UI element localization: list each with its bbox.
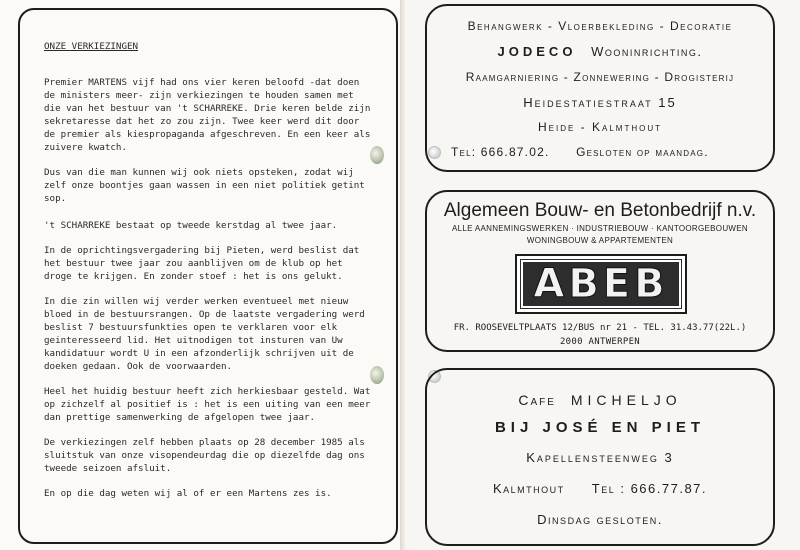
article-paragraph: Heel het huidig bestuur heeft zich herkiesbaar gesteld. Wat op zichzelf al positief is : het is een uiting van een meer dan prettige samenwerking de afgelopen twee jaar. (44, 386, 371, 423)
cafe-contact-line (427, 481, 773, 496)
cafe-name-line (427, 392, 773, 408)
article-paragraph: De verkiezingen zelf hebben plaats op 28 december 1985 als sluitstuk van onze visopendeurdag die op diezelfde dag ons tweede seizoen afsluit. (44, 437, 365, 474)
abeb-title: Algemeen Bouw- en Betonbedrijf n.v. (443, 200, 757, 221)
cafe-street: Kapellensteenweg 3 (526, 450, 674, 465)
abeb-logo-text: ABEB (533, 261, 669, 307)
binder-ring-icon (370, 146, 384, 164)
jodeco-brand-line (427, 44, 773, 59)
cafe-phone: Tel : 666.77.87. (591, 481, 708, 496)
binder-ring-icon (370, 366, 384, 384)
article-body (44, 40, 372, 512)
abeb-address: FR. ROOSEVELTPLAATS 12/BUS nr 21 - TEL. 31.43.77(22L.) (453, 323, 747, 333)
jodeco-address: Heidestatiestraat 15 (523, 95, 677, 110)
cafe-label: Cafe (518, 392, 556, 408)
abeb-logo (515, 254, 687, 314)
cafe-closed: Dinsdag gesloten. (537, 512, 663, 527)
article-paragraph: Dus van die man kunnen wij ook niets opsteken, zodat wij zelf onze boontjes gaan wassen in een niet politiek getint sop. (44, 167, 365, 204)
cafe-name: MICHELJO (570, 392, 682, 408)
abeb-services-2: WONINGBOUW & APPARTEMENTEN (526, 236, 674, 245)
article-paragraph: En op die dag weten wij al of er een Martens zes is. (44, 488, 332, 499)
article-paragraph: In de oprichtingsvergadering bij Pieten, werd beslist dat het bestuur twee jaar zou aanblijven om de klub op het droge te krijgen. En zonder stoef : het is ons gelukt. (44, 245, 360, 282)
cafe-subtitle: BIJ JOSÉ EN PIET (494, 419, 706, 436)
cafe-town: Kalmthout (492, 481, 565, 496)
article-paragraph: In die zin willen wij verder werken eventueel met nieuw bloed in de bestuursrangen. Op de laatste vergadering werd beslist 7 bestuursfunkties open te verklaren voor elk geinteresseerd lid. Het uitnodigen tot insturen van Uw kandidatuur wordt U in een afzonderlijk schrijven uit de doeken gedaan. Ook de voorwaarden. (44, 296, 365, 372)
jodeco-phone: Tel: 666.87.02. (451, 145, 550, 159)
jodeco-line3: Raamgarniering - Zonnewering - Drogisterij (465, 70, 735, 84)
ad-jodeco (425, 4, 775, 172)
jodeco-line1: Behangwerk - Vloerbekleding - Decoratie (467, 19, 733, 33)
ad-abeb (425, 190, 775, 352)
jodeco-brand-suffix: Wooninrichting. (591, 44, 703, 59)
article-heading: ONZE VERKIEZINGEN (44, 41, 139, 52)
article-paragraph: Premier MARTENS vijf had ons vier keren beloofd -dat doen de ministers meer- zijn verkiezingen te houden samen met die van het bestuur van 't SCHARREKE. Drie keren belde zijn sekretaresse dat het zo zou zijn. Twee keer werd dit door de premier als kiespropaganda afgeschreven. En een keer als zuivere kwatch. (44, 77, 371, 153)
jodeco-brand: JODECO (497, 44, 577, 59)
jodeco-contact-line (427, 145, 773, 159)
abeb-services-1: ALLE AANNEMINGSWERKEN · INDUSTRIEBOUW · KANTOORGEBOUWEN (452, 224, 748, 233)
ad-cafe (425, 368, 775, 546)
jodeco-closed: Gesloten op maandag. (576, 145, 709, 159)
abeb-city: 2000 ANTWERPEN (559, 337, 641, 347)
jodeco-city: Heide - Kalmthout (537, 120, 662, 134)
article-paragraph: 't SCHARREKE bestaat op tweede kerstdag al twee jaar. (44, 220, 338, 231)
